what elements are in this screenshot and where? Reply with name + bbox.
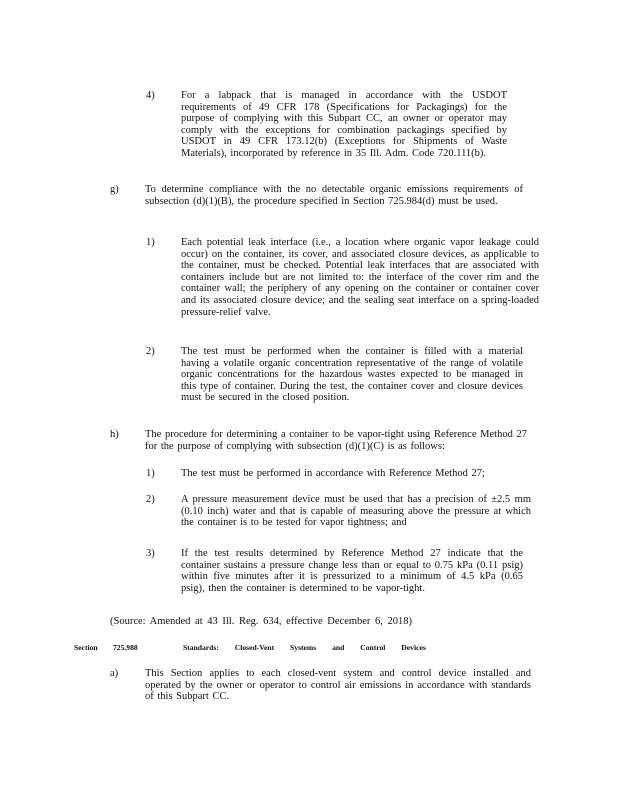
- subsection-g-text: To determine compliance with the no detectable organic emissions requirements of subsection (d)(1)(B), the procedure specified in Section 725.984(d) must be used.: [145, 184, 523, 207]
- item-h1-text: The test must be performed in accordance with Reference Method 27;: [181, 468, 485, 479]
- subsection-label-h: h): [110, 429, 119, 440]
- section-title: Standards: Closed-Vent Systems and Control Devices: [183, 643, 426, 652]
- subsection-h-text: The procedure for determining a container to be vapor-tight using Reference Method 27 for the purpose of complying with subsection (d)(1)(C) is as follows:: [145, 429, 527, 452]
- item-h3-text: If the test results determined by Reference Method 27 indicate that the container sustains a pressure change less than or equal to 0.75 kPa (0.11 psig) within five minutes after it is pressurized to a minimum of 4.5 kPa (0.65 psig), then the container is determined to be vapor-tight.: [181, 548, 523, 594]
- item-g2-text: The test must be performed when the container is filled with a material having a volatile organic concentration representative of the range of volatile organic concentrations for the hazardous wastes expected to be managed in this type of container. During the test, the container cover and closure devices must be secured in the closed position.: [181, 346, 523, 404]
- section-number: 725.988: [113, 643, 138, 652]
- source-note: (Source: Amended at 43 Ill. Reg. 634, effective December 6, 2018): [110, 616, 413, 627]
- item-label-h2: 2): [146, 494, 155, 505]
- subsection-label-a: a): [110, 668, 119, 679]
- item-h2-text: A pressure measurement device must be used that has a precision of ±2.5 mm (0.10 inch) water and that is capable of measuring above the pressure at which the container is to be tested for vapor tightness; and: [181, 494, 531, 529]
- subsection-a-text: This Section applies to each closed-vent system and control device installed and operated by the owner or operator to control air emissions in accordance with standards of this Subpart CC.: [145, 668, 531, 703]
- subsection-label-g: g): [110, 184, 119, 195]
- item-label-h1: 1): [146, 468, 155, 479]
- item-g1-text: Each potential leak interface (i.e., a location where organic vapor leakage could occur) on the container, its cover, and associated closure devices, as applicable to the container, must be checked. Potential leak interfaces that are associated with containers include but are not limited to: the interface of the cover rim and the container wall; the periphery of any opening on the container or container cover and its associated closure device; and the sealing seat interface on a spring-loaded pressure-relief valve.: [181, 237, 539, 318]
- item-4-text: For a labpack that is managed in accordance with the USDOT requirements of 49 CFR 178 (Specifications for Packagings) for the purpose of complying with this Subpart CC, an owner or operator may comply with the exceptions for combination packagings specified by USDOT in 49 CFR 173.12(b) (Exceptions for Shipments of Waste Materials), incorporated by reference in 35 Ill. Adm. Code 720.111(b).: [181, 90, 507, 159]
- item-label-g2: 2): [146, 346, 155, 357]
- section-word: Section: [74, 643, 98, 652]
- item-label-h3: 3): [146, 548, 155, 559]
- item-label-4: 4): [146, 90, 155, 101]
- item-label-g1: 1): [146, 237, 155, 248]
